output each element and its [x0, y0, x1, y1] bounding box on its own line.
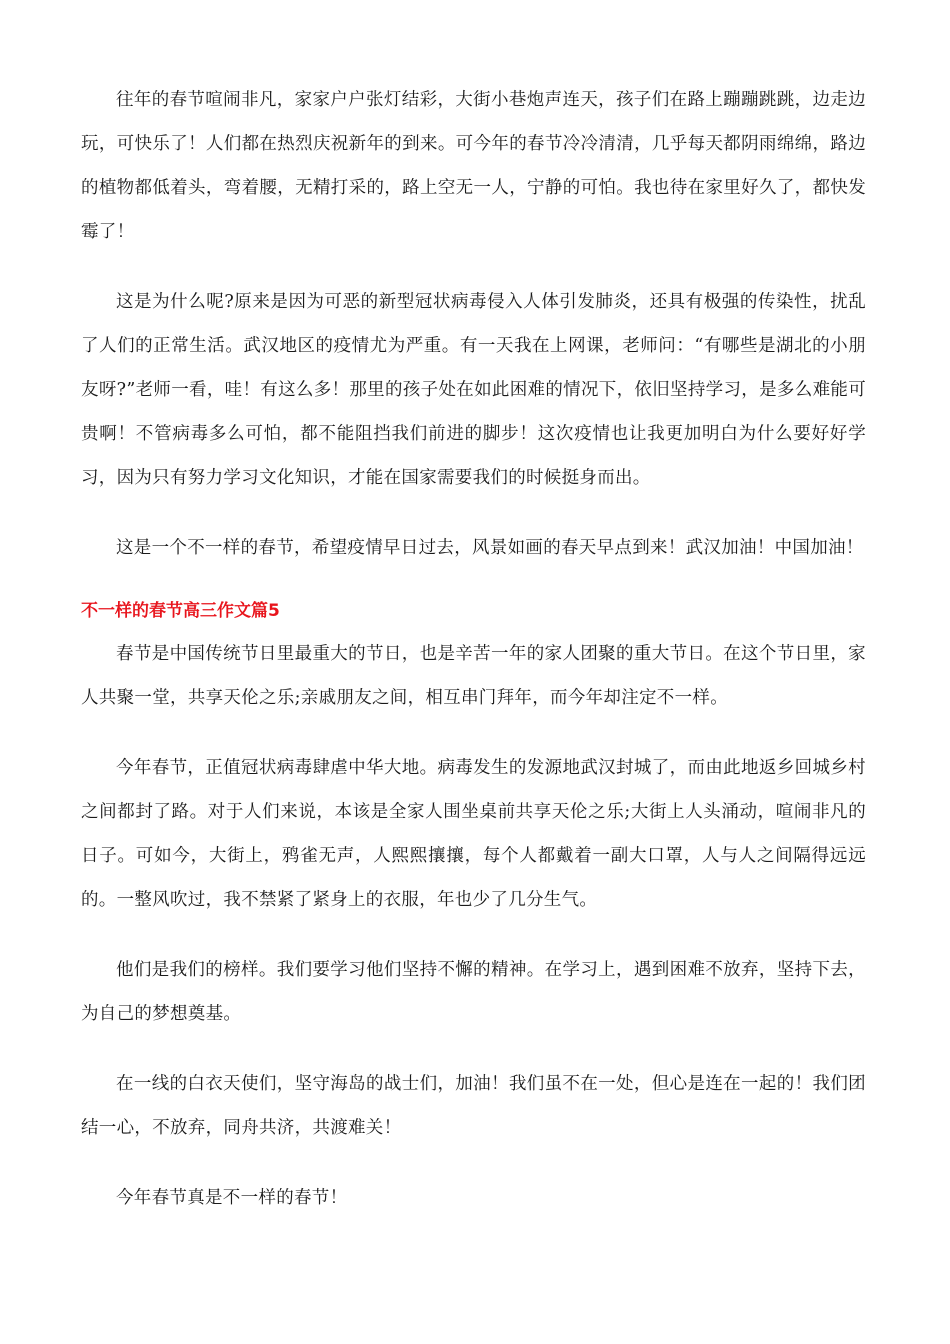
body-paragraph: 春节是中国传统节日里最重大的节日，也是辛苦一年的家人团聚的重大节日。在这个节日里，家人共聚一堂，共享天伦之乐;亲戚朋友之间，相互串门拜年，而今年却注定不一样。 — [81, 644, 866, 708]
body-paragraph: 今年春节真是不一样的春节！ — [116, 1188, 348, 1208]
body-paragraph: 这是一个不一样的春节，希望疫情早日过去，风景如画的春天早点到来！武汉加油！中国加油！ — [116, 538, 864, 558]
body-paragraph: 在一线的白衣天使们，坚守海岛的战士们，加油！我们虽不在一处，但心是连在一起的！我们团结一心，不放弃，同舟共济，共渡难关！ — [81, 1074, 866, 1138]
body-paragraph: 往年的春节喧闹非凡，家家户户张灯结彩，大街小巷炮声连天，孩子们在路上蹦蹦跳跳，边走边玩，可快乐了！人们都在热烈庆祝新年的到来。可今年的春节冷冷清清，几乎每天都阴雨绵绵，路边的植物都低着头，弯着腰，无精打采的，路上空无一人，宁静的可怕。我也待在家里好久了，都快发霉了！ — [81, 90, 866, 242]
body-paragraph: 他们是我们的榜样。我们要学习他们坚持不懈的精神。在学习上，遇到困难不放弃，坚持下去，为自己的梦想奠基。 — [81, 960, 866, 1024]
body-paragraph: 今年春节，正值冠状病毒肆虐中华大地。病毒发生的发源地武汉封城了，而由此地返乡回城乡村之间都封了路。对于人们来说，本该是全家人围坐桌前共享天伦之乐;大街上人头涌动，喧闹非凡的日子。可如今，大街上，鸦雀无声，人熙熙攘攘，每个人都戴着一副大口罩，人与人之间隔得远远的。一整风吹过，我不禁紧了紧身上的衣服，年也少了几分生气。 — [81, 758, 866, 910]
section-heading: 不一样的春节高三作文篇5 — [81, 601, 280, 621]
body-paragraph: 这是为什么呢?原来是因为可恶的新型冠状病毒侵入人体引发肺炎，还具有极强的传染性，扰乱了人们的正常生活。武汉地区的疫情尤为严重。有一天我在上网课，老师问：“有哪些是湖北的小朋友呀?”老师一看，哇！有这么多！那里的孩子处在如此困难的情况下，依旧坚持学习，是多么难能可贵啊！不管病毒多么可怕，都不能阻挡我们前进的脚步！这次疫情也让我更加明白为什么要好好学习，因为只有努力学习文化知识，才能在国家需要我们的时候挺身而出。 — [81, 292, 866, 488]
